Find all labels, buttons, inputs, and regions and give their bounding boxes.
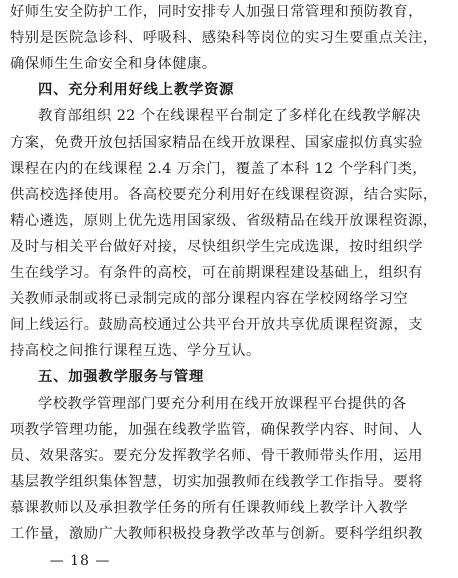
text-line: 课程在内的在线课程 2.4 万余门，覆盖了本科 12 个学科门类，: [10, 160, 428, 177]
text-line: 基层教学组织集体智慧，切实加强教师在线教学工作指导。要将: [10, 473, 423, 490]
text-line: 持高校之间推行课程互选、学分互认。: [10, 343, 261, 360]
text-line: 好师生安全防护工作，同时安排专人加强日常管理和预防教育，: [10, 4, 423, 20]
text-line: 精心遴选，原则上优先选用国家级、省级精品在线开放课程资源，: [10, 212, 438, 229]
text-line: 慕课教师以及承担教学任务的所有任课教师线上教学计入教学: [10, 499, 409, 516]
text-line: 特别是医院急诊科、呼吸科、感染科等岗位的实习生要重点关注，: [10, 30, 438, 47]
text-line: 确保师生生命安全和身体健康。: [10, 56, 217, 73]
text-line: 工作量，激励广大教师积极投身教学改革与创新。要科学组织教: [10, 526, 423, 542]
text-line: 项教学管理功能，加强在线教学监管，确保教学内容、时间、人: [10, 421, 423, 438]
text-line: 供高校选择使用。各高校要充分利用好在线课程资源，结合实际，: [10, 186, 438, 203]
text-line: 员、效果落实。要充分发挥教学名师、骨干教师带头作用，运用: [10, 447, 423, 464]
text-line: 及时与相关平台做好对接，尽快组织学生完成选课，按时组织学: [10, 238, 423, 255]
text-line: 方案，免费开放包括国家精品在线开放课程、国家虚拟仿真实验: [10, 134, 423, 151]
page-number: — 18 —: [49, 553, 111, 569]
section-heading: 五、加强教学服务与管理: [38, 369, 205, 386]
text-line: 关教师录制或将已录制完成的部分课程内容在学校网络学习空: [10, 291, 409, 308]
section-heading: 四、充分利用好线上教学资源: [38, 82, 235, 99]
text-line: 教育部组织 22 个在线课程平台制定了多样化在线教学解决: [38, 108, 422, 125]
text-line: 生在线学习。有条件的高校，可在前期课程建设基础上，组织有: [10, 265, 423, 281]
text-line: 学校教学管理部门要充分利用在线开放课程平台提供的各: [38, 395, 407, 412]
text-line: 间上线运行。鼓励高校通过公共平台开放共享优质课程资源，支: [10, 317, 423, 334]
